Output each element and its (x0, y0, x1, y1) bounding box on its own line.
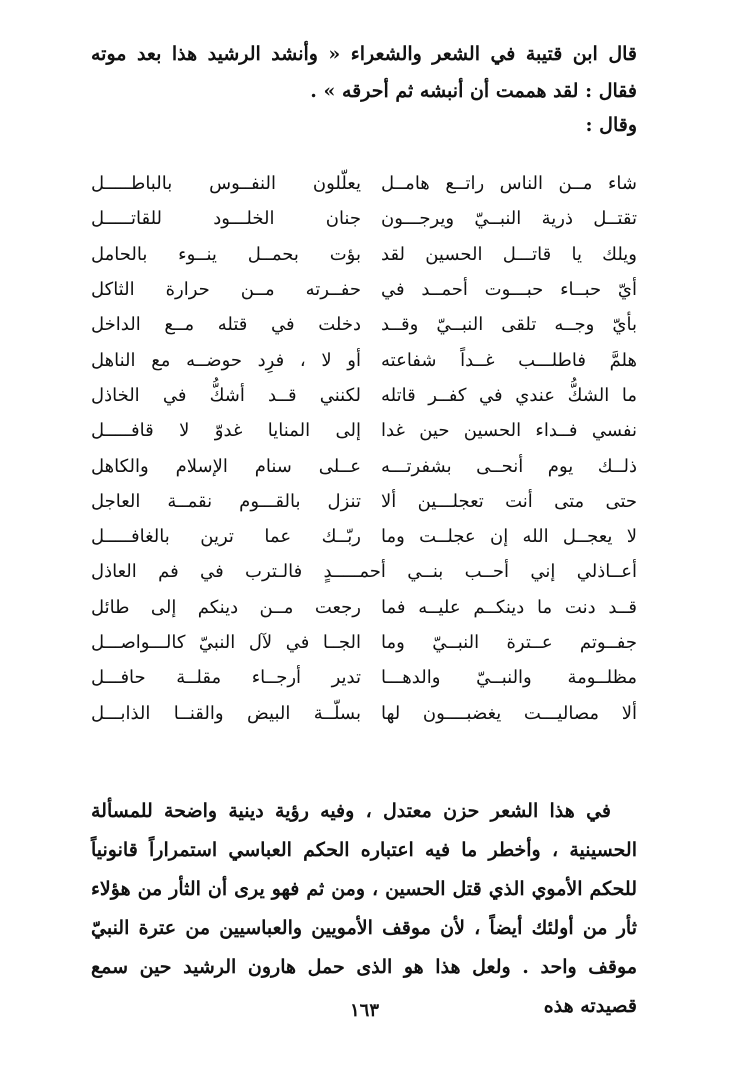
verse-first-hemistich: ذلــك يوم أنحــى بشفرتـــه (381, 455, 637, 477)
verse-full-line: أعــاذلي إني أحــب بنــي أحمـــــدٍ فالـترب في فم العاذل (91, 561, 637, 583)
verse-first-hemistich: تقتــل ذرية النبــيّ ويرجـــون (381, 208, 637, 230)
verse-second-hemistich: جنان الخلـــود للقاتـــــل (91, 208, 361, 230)
intro-paragraph: قال ابن قتيبة في الشعر والشعراء « وأنشد الرشيد هذا بعد موته فقال : لقد هممت أن أنبشه ثم أحرقه » . (91, 43, 637, 102)
verse-first-hemistich: ويلك يا قاتـــل الحسين لقد (381, 243, 637, 265)
poem-verse (91, 342, 637, 377)
poem-verse (91, 554, 637, 589)
verse-first-hemistich: شاء مــن الناس راتــع هامــل (381, 173, 637, 195)
verse-first-hemistich: جفــوتم عــترة النبــيّ وما (381, 632, 637, 653)
verse-second-hemistich: عــلى سنام الإسلام والكاهل (91, 455, 361, 477)
verse-first-hemistich: هلمَّ فاطلـــب غــداً شفاعته (381, 349, 637, 371)
commentary-paragraph: في هذا الشعر حزن معتدل ، وفيه رؤية دينية واضحة للمسألة الحسينية ، وأخطر ما فيه اعتباره الحكم العباسي استمراراً قانونياً للحكم الأموي الذي قتل الحسين ، ومن ثم فهو يرى أن الثأر من هؤلاء ثأر من أولئك أيضاً ، لأن موقف الأمويين والعباسيين من عترة النبيّ موقف واحد . ولعل هذا هو الذى حمل هارون الرشيد حين سمع قصيدته هذه (91, 800, 637, 1017)
verse-first-hemistich: نفسي فــداء الحسين حين غدا (381, 420, 637, 442)
poem-verse (91, 625, 637, 660)
verse-second-hemistich: لكنني قــد أشكُّ في الخاذل (91, 384, 361, 406)
poem (91, 166, 637, 731)
verse-second-hemistich: ربّــك عما ترين بالغافـــــل (91, 526, 361, 548)
verse-second-hemistich: تدير أرجــاء مقلــة حافـــل (91, 667, 361, 689)
poem-verse (91, 590, 637, 625)
verse-first-hemistich: ما الشكُّ عندي في كفــر قاتله (381, 384, 637, 406)
verse-first-hemistich: أيّ حبــاء حبـــوت أحمــد في (381, 279, 637, 301)
verse-first-hemistich: حتى متى أنت تعجلـــين ألا (381, 490, 637, 512)
verse-first-hemistich: مظلــومة والنبــيّ والدهـــا (381, 667, 637, 689)
verse-second-hemistich: الجــا في لآل النبيّ كالـــواصـــل (91, 632, 361, 653)
verse-first-hemistich: بأيّ وجــه تلقى النبــيّ وقــد (381, 314, 637, 336)
verse-first-hemistich: قــد دنت ما دينكــم عليــه فما (381, 596, 637, 618)
verse-second-hemistich: حفــرته مــن حرارة الثاكل (91, 279, 361, 301)
poem-verse (91, 519, 637, 554)
verse-second-hemistich: بؤت بحمــل ينــوء بالحامل (91, 243, 361, 265)
poem-verse (91, 237, 637, 272)
poem-verse (91, 484, 637, 519)
poem-verse (91, 660, 637, 695)
poem-verse (91, 307, 637, 342)
verse-second-hemistich: بسلّــة البيض والقنــا الذابـــل (91, 702, 361, 724)
poem-verse (91, 201, 637, 236)
verse-second-hemistich: يعلّلون النفــوس بالباطـــــل (91, 173, 361, 195)
poem-verse (91, 166, 637, 201)
verse-second-hemistich: رجعت مــن دينكم إلى طائل (91, 596, 361, 618)
verse-second-hemistich: إلى المنايا غدوّ لا قافـــــل (91, 420, 361, 442)
poem-verse (91, 695, 637, 730)
page-number: ١٦٣ (349, 1000, 379, 1021)
verse-second-hemistich: أو لا ، فرِد حوضــه مع الناهل (91, 349, 361, 371)
verse-second-hemistich: دخلت في قتله مــع الداخل (91, 314, 361, 336)
poem-verse (91, 413, 637, 448)
verse-first-hemistich: ألا مصاليـــت يغضبــــون لها (381, 702, 637, 724)
verse-second-hemistich: تنزل بالقـــوم نقمــة العاجل (91, 490, 361, 512)
intro-qala: وقال : (585, 114, 637, 136)
poem-verse (91, 272, 637, 307)
poem-verse (91, 378, 637, 413)
poem-verse (91, 448, 637, 483)
verse-first-hemistich: لا يعجــل الله إن عجلــت وما (381, 526, 637, 548)
